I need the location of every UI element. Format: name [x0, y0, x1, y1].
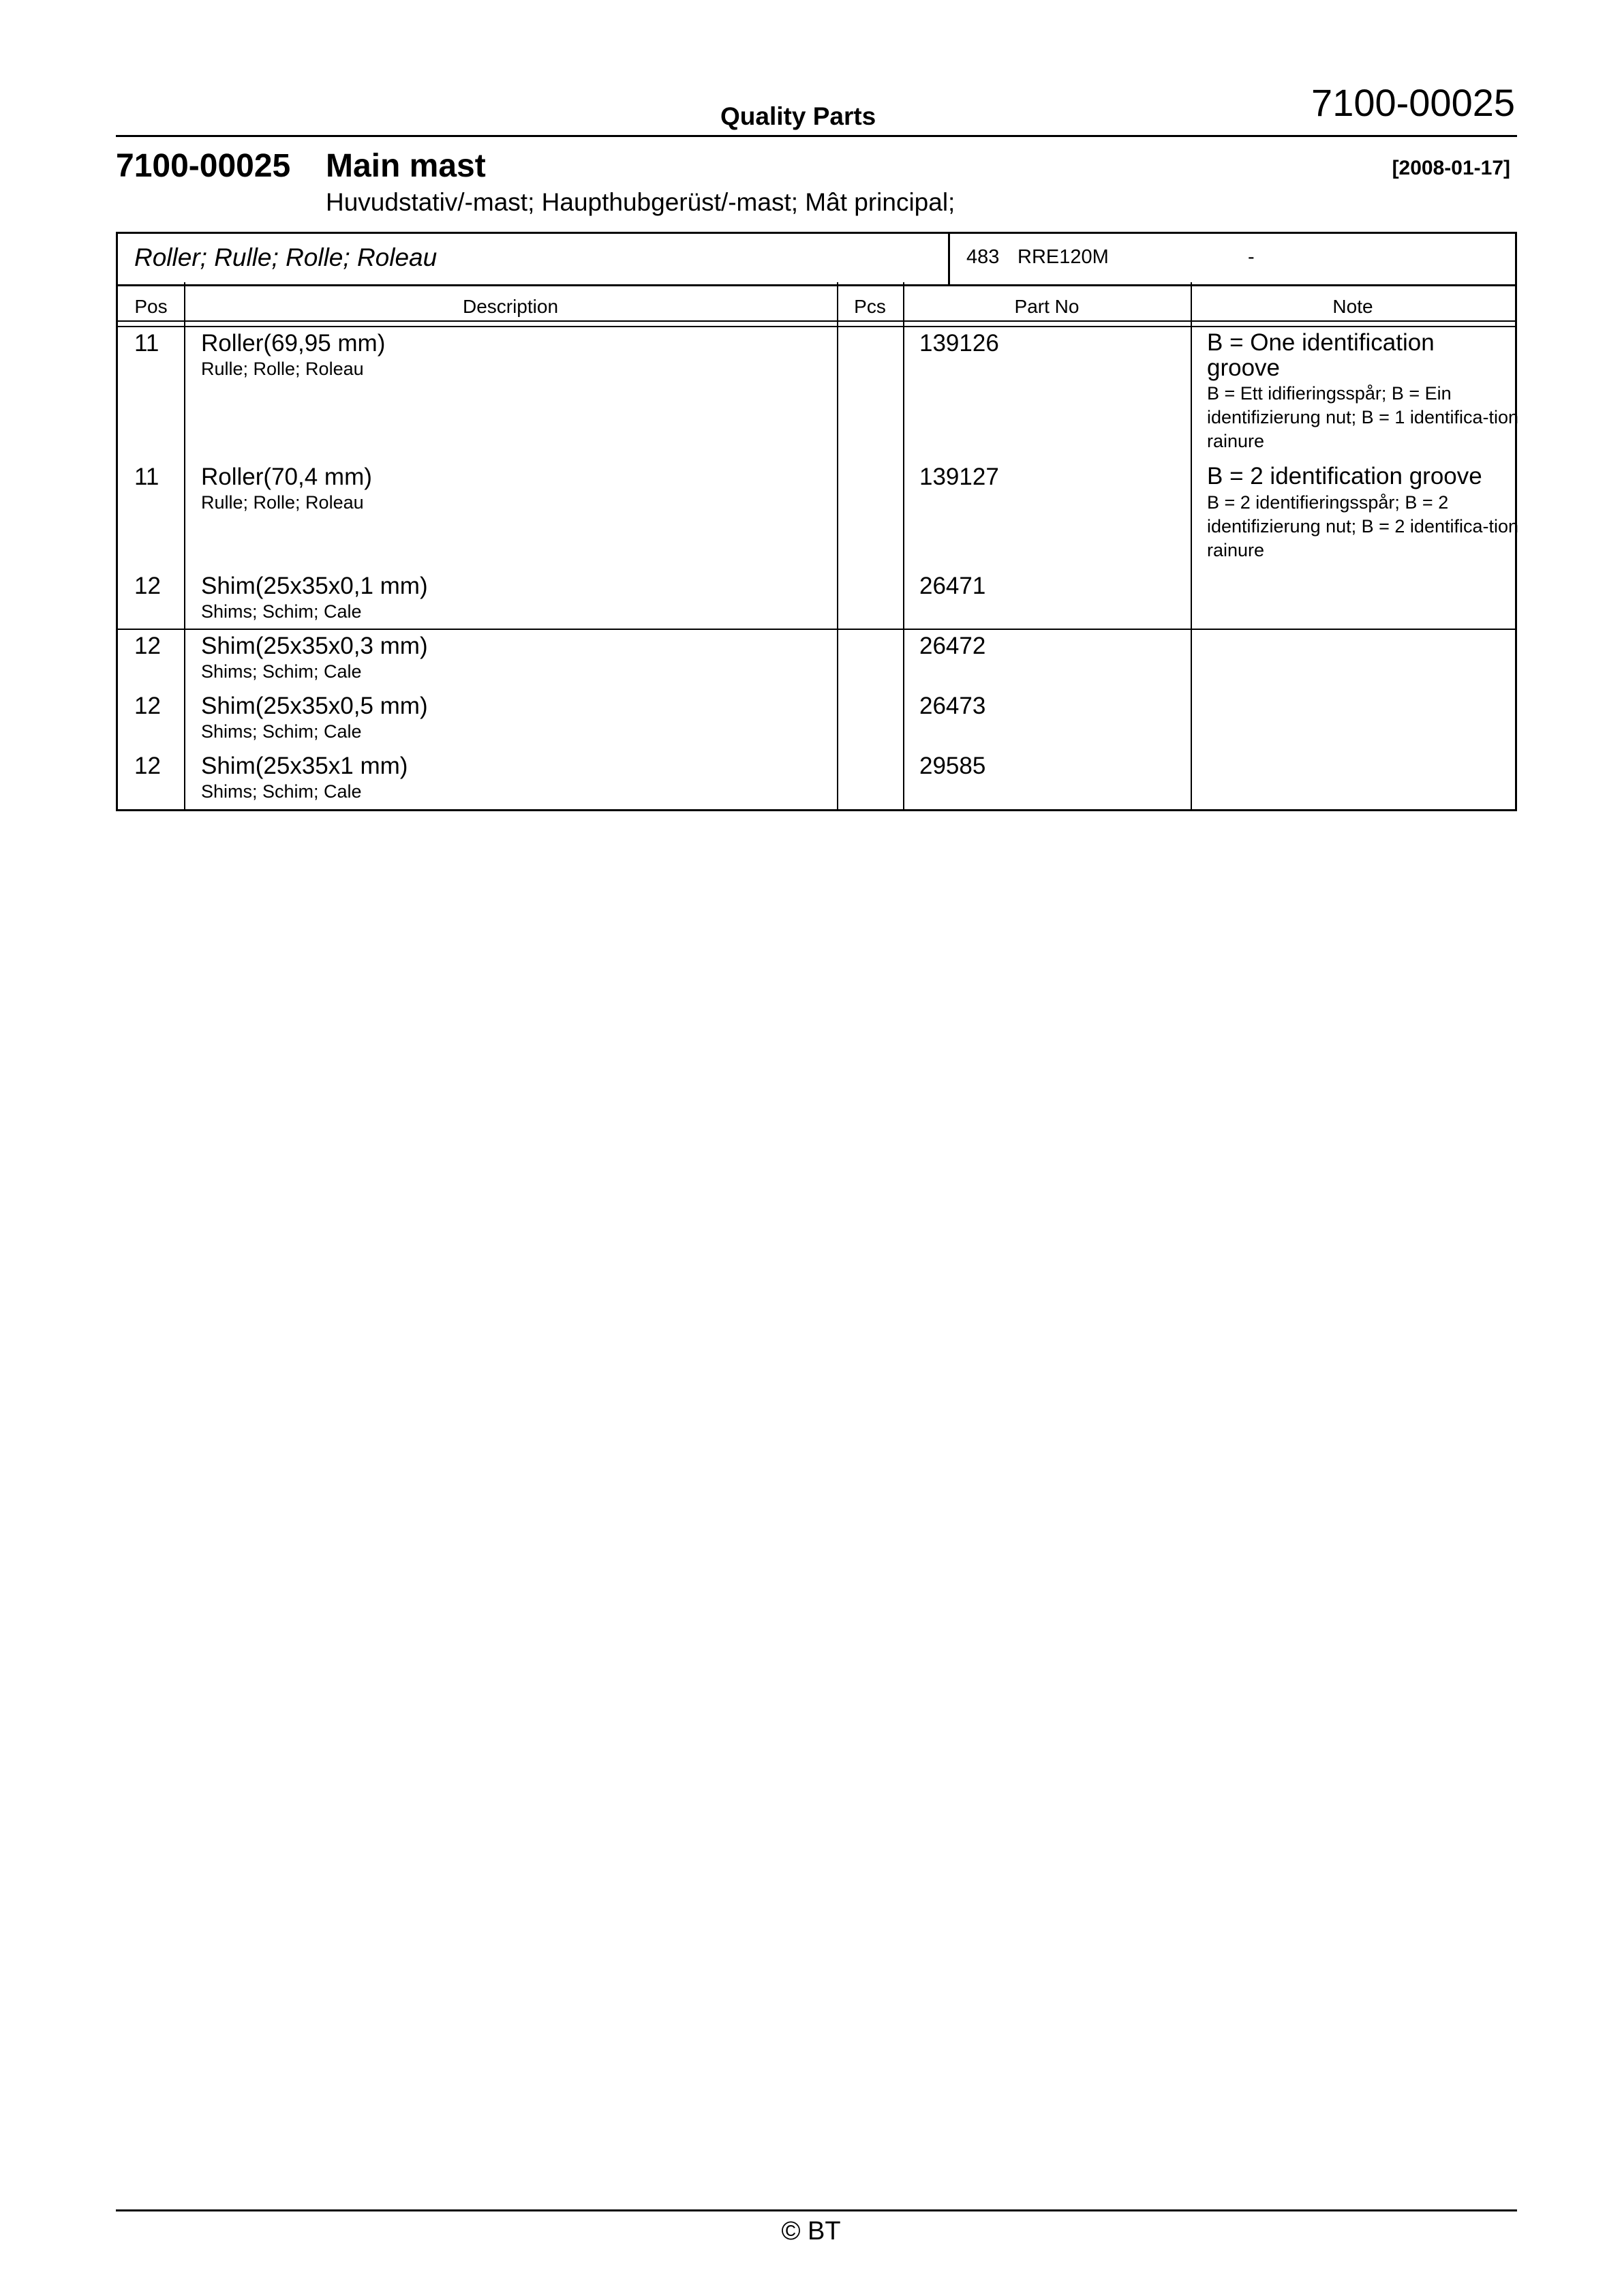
column-header-pcs: Pcs: [854, 296, 886, 317]
group-model: RRE120M: [1017, 246, 1109, 268]
parts-table: [116, 282, 1517, 811]
group-divider: [948, 234, 950, 284]
row-part-no: 139127: [919, 464, 999, 490]
row-description: Shim(25x35x0,5 mm): [201, 693, 428, 719]
column-header-note: Note: [1332, 296, 1373, 317]
row-part-no: 26471: [919, 573, 986, 599]
footer-rule: [116, 2209, 1517, 2211]
row-description-translations: Rulle; Rolle; Roleau: [201, 492, 364, 513]
row-description-translations: Rulle; Rolle; Roleau: [201, 359, 364, 379]
header-divider: [118, 326, 1515, 327]
row-pos: 12: [134, 693, 161, 719]
row-description-translations: Shims; Schim; Cale: [201, 781, 362, 802]
row-pos: 12: [134, 633, 161, 659]
header-divider: [118, 320, 1515, 322]
row-pos: 11: [134, 464, 159, 490]
row-description-translations: Shims; Schim; Cale: [201, 601, 362, 622]
header-title: Quality Parts: [720, 102, 876, 130]
section-code: 7100-00025: [116, 148, 291, 184]
row-note-translations: B = 2 identifieringsspår; B = 2 identifizierung nut; B = 2 identifica-tion rainure: [1207, 492, 1519, 560]
row-description-translations: Shims; Schim; Cale: [201, 661, 362, 682]
header-document-code: 7100-00025: [1311, 81, 1515, 124]
group-name: Roller; Rulle; Rolle; Roleau: [134, 243, 438, 271]
column-divider: [903, 282, 904, 809]
row-description: Shim(25x35x0,1 mm): [201, 573, 428, 599]
row-description: Shim(25x35x0,3 mm): [201, 633, 428, 659]
column-divider: [1191, 282, 1192, 809]
row-part-no: 29585: [919, 753, 986, 779]
column-header-description: Description: [462, 296, 559, 317]
header-rule: [116, 135, 1517, 137]
row-pos: 11: [134, 330, 159, 357]
row-description: Shim(25x35x1 mm): [201, 753, 408, 779]
group-number: 483: [966, 246, 1000, 268]
row-pos: 12: [134, 573, 161, 599]
row-part-no: 139126: [919, 330, 999, 357]
column-divider: [837, 282, 838, 809]
row-description: Roller(69,95 mm): [201, 330, 386, 357]
group-extra: -: [1248, 246, 1255, 268]
row-description: Roller(70,4 mm): [201, 464, 372, 490]
row-note-translations: B = Ett idifieringsspår; B = Ein identifizierung nut; B = 1 identifica-tion rainure: [1207, 383, 1519, 451]
column-divider: [184, 282, 185, 809]
row-note: B = 2 identification groove: [1207, 463, 1482, 489]
footer-copyright: © BT: [781, 2217, 841, 2246]
section-name: Main mast: [326, 148, 486, 184]
group-header: [116, 232, 1517, 286]
column-header-pos: Pos: [134, 296, 168, 317]
column-header-part-no: Part No: [1014, 296, 1080, 317]
section-date: [2008-01-17]: [1392, 157, 1510, 179]
row-part-no: 26472: [919, 633, 986, 659]
row-description-translations: Shims; Schim; Cale: [201, 721, 362, 742]
row-pos: 12: [134, 753, 161, 779]
row-group-divider: [118, 629, 1515, 630]
row-note: B = One identification groove: [1207, 329, 1435, 381]
row-part-no: 26473: [919, 693, 986, 719]
section-translations: Huvudstativ/-mast; Haupthubgerüst/-mast; Mât principal;: [326, 188, 955, 216]
